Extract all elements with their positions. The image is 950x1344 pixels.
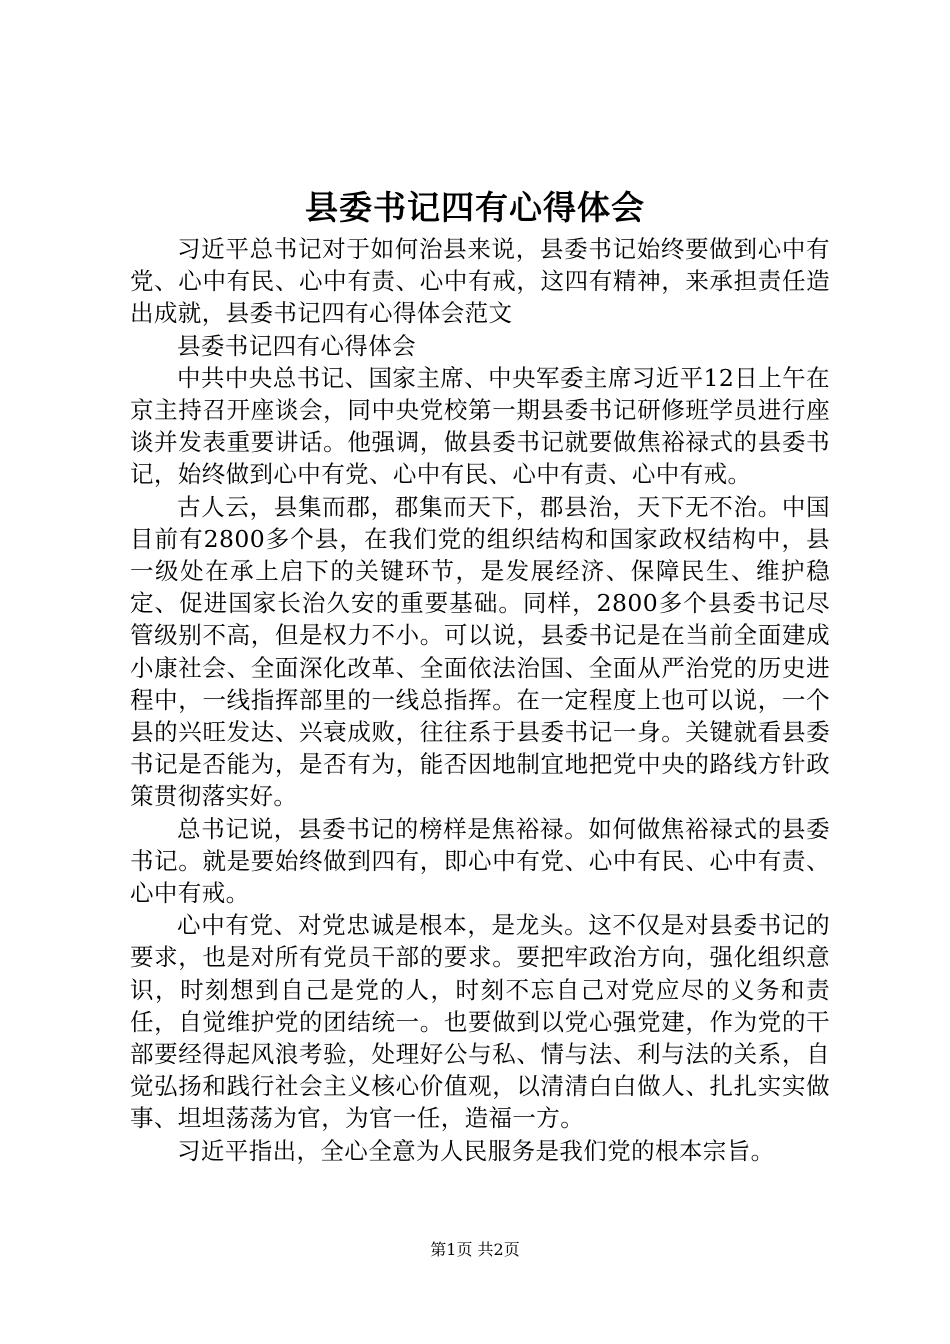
paragraph: 心中有党、对党忠诚是根本，是龙头。这不仅是对县委书记的要求，也是对所有党员干部的要求。要把牢政治方向，强化组织意识，时刻想到自己是党的人，时刻不忘自己对党应尽的义务和责任，自觉维护党的团结统一。也要做到以党心强党建，作为党的干部要经得起风浪考验，处理好公与私、情与法、利与法的关系，自觉弘扬和践行社会主义核心价值观，以清清白白做人、扎扎实实做事、坦坦荡荡为官，为官一任，造福一方。 [130, 911, 830, 1133]
paragraph: 古人云，县集而郡，郡集而天下，郡县治，天下无不治。中国目前有2800多个县，在我们党的组织结构和国家政权结构中，县一级处在承上启下的关键环节，是发展经济、保障民生、维护稳定、促进国家长治久安的重要基础。同样，2800多个县委书记尽管级别不高，但是权力不小。可以说，县委书记是在当前全面建成小康社会、全面深化改革、全面依法治国、全面从严治党的历史进程中，一线指挥部里的一线总指挥。在一定程度上也可以说，一个县的兴旺发达、兴衰成败，往往系于县委书记一身。关键就看县委书记是否能为，是否有为，能否因地制宜地把党中央的路线方针政策贯彻落实好。 [130, 492, 830, 811]
paragraph-intro: 习近平总书记对于如何治县来说，县委书记始终要做到心中有党、心中有民、心中有责、心中有戒，这四有精神，来承担责任造出成就，县委书记四有心得体会范文 [130, 235, 830, 328]
page-footer: 第1页 共2页 [430, 1240, 520, 1259]
paragraph: 总书记说，县委书记的榜样是焦裕禄。如何做焦裕禄式的县委书记。就是要始终做到四有，即心中有党、心中有民、心中有责、心中有戒。 [130, 814, 830, 908]
paragraph: 习近平指出，全心全意为人民服务是我们党的根本宗旨。 [177, 1136, 775, 1165]
paragraph-subheading: 县委书记四有心得体会 [177, 331, 416, 360]
document-body [130, 233, 830, 1167]
page-title: 县委书记四有心得体会 [305, 188, 645, 227]
paragraph: 中共中央总书记、国家主席、中央军委主席习近平12日上午在京主持召开座谈会，同中央党校第一期县委书记研修班学员进行座谈并发表重要讲话。他强调，做县委书记就要做焦裕禄式的县委书记，始终做到心中有党、心中有民、心中有责、心中有戒。 [130, 363, 830, 489]
